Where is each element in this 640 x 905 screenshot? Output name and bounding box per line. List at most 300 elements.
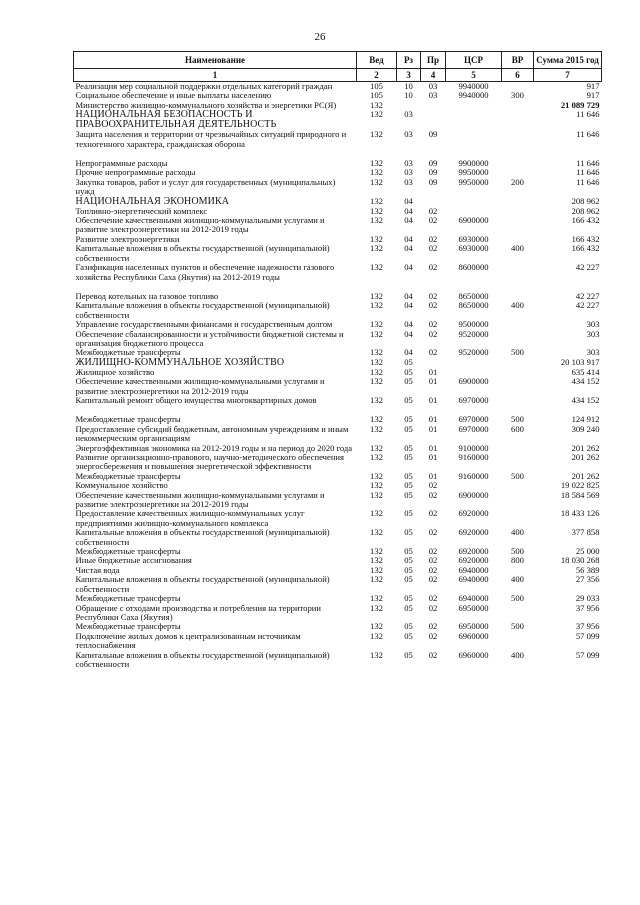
row-vr: 300	[511, 90, 524, 101]
row-ved: 132	[370, 195, 383, 206]
row-name: Защита населения и территории от чрезвычайных ситуаций природного и техногенного характера, гражданская оборона	[75, 129, 347, 149]
row-ved: 132	[370, 546, 383, 557]
row-ved: 132	[370, 630, 383, 641]
row-ved: 132	[370, 158, 383, 169]
row-pr: 01	[428, 414, 438, 425]
row-csr: 6920000	[458, 508, 489, 519]
row-sum: 20 103 917	[560, 356, 600, 367]
row-csr: 6920000	[458, 546, 489, 557]
row-rz: 04	[404, 243, 413, 254]
row-rz: 05	[404, 452, 413, 462]
row-rz: 04	[404, 205, 413, 216]
row-vr	[502, 604, 534, 623]
row-csr: 6930000	[458, 233, 489, 244]
row-ved: 132	[370, 414, 383, 425]
row-pr: 02	[428, 564, 438, 575]
row-rz: 05	[404, 621, 413, 632]
row-pr: 02	[428, 300, 438, 311]
row-ved: 132	[370, 205, 383, 216]
row-vr: 500	[511, 470, 524, 481]
row-pr: 02	[428, 489, 438, 500]
row-rz: 04	[404, 262, 413, 273]
row-ved: 132	[370, 328, 383, 339]
row-ved: 132	[370, 366, 383, 377]
row-pr: 01	[428, 470, 438, 481]
row-ved: 132	[370, 319, 383, 330]
row-ved: 132	[370, 555, 383, 566]
row-name: Межбюджетные трансферты	[75, 593, 181, 604]
row-pr: 02	[428, 602, 438, 613]
row-name: Подключение жилых домов к централизованным источникам теплоснабжения	[75, 630, 301, 651]
column-number: 6	[502, 69, 534, 82]
row-rz: 05	[404, 508, 413, 519]
row-rz: 05	[404, 366, 413, 377]
row-csr: 9160000	[458, 452, 489, 462]
row-csr: 6950000	[458, 621, 489, 632]
table-row	[74, 110, 602, 130]
row-ved: 132	[370, 262, 383, 273]
row-rz: 04	[404, 195, 413, 206]
header-ved: Вед	[357, 52, 397, 69]
row-sum: 42 227	[575, 290, 600, 301]
row-name: Капитальные вложения в объекты государственной (муниципальной) собственности	[75, 574, 330, 594]
row-sum: 25 000	[575, 546, 600, 557]
row-sum: 201 262	[571, 470, 600, 481]
row-sum: 18 433 126	[560, 508, 600, 519]
row-csr	[446, 101, 502, 110]
row-ved: 132	[370, 167, 383, 178]
row-ved: 132	[370, 508, 383, 519]
row-name: Коммунальное хозяйство	[75, 480, 168, 491]
row-vr	[502, 396, 534, 405]
row-rz: 10	[404, 90, 413, 101]
row-sum: 303	[586, 328, 600, 339]
column-number: 2	[357, 69, 397, 82]
row-sum: 19 022 825	[560, 480, 600, 491]
row-sum: 166 432	[571, 233, 600, 244]
row-vr	[502, 216, 534, 235]
row-vr	[502, 453, 534, 472]
row-csr: 6930000	[458, 243, 489, 254]
row-csr: 9940000	[458, 90, 489, 101]
row-csr: 6960000	[458, 649, 489, 660]
table-row	[74, 632, 602, 651]
row-name: Межбюджетные трансферты	[75, 621, 181, 632]
row-vr	[502, 110, 534, 130]
table-row	[74, 528, 602, 547]
row-ved: 132	[370, 356, 383, 367]
row-ved: 132	[370, 593, 383, 604]
row-sum: 201 262	[571, 452, 600, 462]
row-rz: 05	[404, 394, 413, 405]
row-ved: 132	[370, 527, 383, 538]
row-name: Управление государственными финансами и государственным долгом	[75, 319, 333, 330]
table-header	[74, 52, 602, 82]
row-sum: 166 432	[571, 243, 600, 254]
row-pr: 02	[428, 215, 438, 226]
table-row	[74, 330, 602, 349]
row-name: Непрограммные расходы	[75, 158, 168, 169]
row-sum: 11 646	[576, 158, 600, 169]
row-vr: 500	[511, 593, 524, 604]
row-name: Топливно-энергетический комплекс	[75, 205, 208, 216]
row-name: Капитальный ремонт общего имущества многоквартирных домов	[75, 394, 317, 405]
row-rz: 05	[404, 602, 413, 613]
row-vr	[502, 377, 534, 396]
row-vr	[502, 130, 534, 149]
row-pr: 02	[428, 649, 438, 660]
row-name: ЖИЛИЩНО-КОММУНАЛЬНОЕ ХОЗЯЙСТВО	[75, 356, 285, 368]
row-name: Обеспечение качественными жилищно-коммунальными услугами и развитие электроэнергетики на 2012-2019 годы	[75, 215, 325, 235]
row-sum: 57 099	[575, 630, 600, 641]
page-number: 26	[314, 31, 326, 43]
row-pr: 01	[428, 452, 438, 462]
table-row	[74, 130, 602, 149]
row-rz: 05	[404, 489, 413, 500]
row-name: Энергоэффективная экономика на 2012-2019 годы и на период до 2020 года	[75, 442, 353, 453]
table-row	[74, 396, 602, 405]
row-vr	[502, 491, 534, 510]
row-rz: 04	[404, 233, 413, 244]
row-pr: 02	[428, 527, 438, 538]
row-csr: 9950000	[458, 176, 489, 187]
row-sum: 27 356	[575, 574, 600, 585]
row-vr	[502, 632, 534, 651]
row-ved: 132	[370, 290, 383, 301]
column-number: 4	[421, 69, 446, 82]
row-ved: 105	[370, 90, 383, 101]
row-csr: 6920000	[458, 555, 489, 566]
row-rz: 05	[404, 442, 413, 453]
row-pr: 01	[428, 442, 438, 453]
row-sum: 434 152	[571, 376, 600, 387]
row-sum: 18 584 569	[560, 489, 600, 500]
row-pr: 03	[428, 81, 438, 91]
row-vr	[502, 509, 534, 528]
row-sum: 635 414	[571, 366, 600, 377]
row-rz: 05	[404, 564, 413, 575]
row-sum: 11 646	[576, 176, 600, 187]
row-csr: 6970000	[458, 423, 489, 434]
row-csr: 9950000	[458, 167, 489, 178]
header-pr: Пр	[421, 52, 446, 69]
row-sum: 57 099	[575, 649, 600, 660]
row-name: Социальное обеспечение и иные выплаты населению	[75, 90, 272, 101]
row-vr	[502, 320, 534, 329]
row-rz: 03	[404, 167, 413, 178]
row-ved: 132	[370, 452, 383, 462]
row-pr: 01	[428, 394, 438, 405]
row-pr: 02	[428, 262, 438, 273]
row-csr	[446, 358, 502, 368]
header-vr: ВР	[502, 52, 534, 69]
row-csr: 6940000	[458, 593, 489, 604]
row-csr: 6940000	[458, 574, 489, 585]
row-sum: 201 262	[571, 442, 600, 453]
row-name: Развитие электроэнергетики	[75, 233, 180, 244]
row-ved: 132	[370, 129, 383, 140]
row-sum: 29 033	[575, 593, 600, 604]
row-name: Межбюджетные трансферты	[75, 470, 181, 481]
row-name: Межбюджетные трансферты	[75, 347, 181, 358]
row-ved: 132	[370, 602, 383, 613]
row-pr: 02	[428, 574, 438, 585]
row-rz: 03	[404, 176, 413, 187]
row-sum: 377 858	[571, 527, 600, 538]
table-row	[74, 453, 602, 472]
row-sum: 208 962	[571, 205, 600, 216]
row-name: Капитальные вложения в объекты государственной (муниципальной) собственности	[75, 243, 330, 263]
column-number: 5	[446, 69, 502, 82]
row-sum: 124 912	[571, 414, 600, 425]
row-rz: 10	[404, 81, 413, 91]
row-rz: 04	[404, 215, 413, 226]
row-csr	[446, 197, 502, 207]
row-vr: 200	[511, 176, 524, 187]
row-csr: 9100000	[458, 442, 489, 453]
row-ved: 132	[370, 574, 383, 585]
row-name: Обеспечение сбалансированности и устойчивости бюджетной системы и организация бюджетного процесса	[75, 328, 344, 348]
row-vr: 500	[511, 347, 524, 358]
row-rz: 04	[404, 290, 413, 301]
row-pr: 02	[428, 205, 438, 216]
row-rz: 04	[404, 319, 413, 330]
row-ved: 132	[370, 300, 383, 311]
row-ved: 132	[370, 376, 383, 387]
row-name: Обращение с отходами производства и потребления на территории Республики Саха (Якутия)	[75, 602, 321, 622]
row-name: Жилищное хозяйство	[75, 366, 155, 377]
row-pr: 02	[428, 243, 438, 254]
row-pr: 03	[428, 90, 438, 101]
row-sum: 303	[586, 319, 600, 330]
row-sum: 11 646	[576, 167, 600, 178]
row-pr: 01	[428, 423, 438, 434]
row-sum: 917	[586, 81, 600, 91]
row-vr: 400	[511, 574, 524, 585]
row-rz: 04	[404, 347, 413, 358]
row-sum: 166 432	[571, 215, 600, 226]
row-pr: 02	[428, 328, 438, 339]
header-rz: Рз	[397, 52, 421, 69]
table-row	[74, 263, 602, 282]
row-sum: 303	[586, 347, 600, 358]
row-name: Иные бюджетные ассигнования	[75, 555, 192, 566]
row-rz: 05	[404, 470, 413, 481]
row-vr	[502, 159, 534, 168]
row-name: НАЦИОНАЛЬНАЯ БЕЗОПАСНОСТЬ И ПРАВООХРАНИТЕЛЬНАЯ ДЕЯТЕЛЬНОСТЬ	[75, 109, 277, 131]
row-sum: 37 956	[575, 602, 600, 613]
row-vr	[502, 263, 534, 282]
row-rz: 04	[404, 328, 413, 339]
row-name: Межбюджетные трансферты	[75, 414, 181, 425]
table-row	[74, 651, 602, 670]
table-row	[74, 604, 602, 623]
row-vr: 600	[511, 423, 524, 434]
row-name: Закупка товаров, работ и услуг для государственных (муниципальных) нужд	[75, 176, 336, 197]
row-sum: 21 089 729	[560, 99, 600, 110]
table-row	[74, 491, 602, 510]
table-row	[74, 216, 602, 235]
row-csr: 6900000	[458, 376, 489, 387]
table-row	[74, 244, 602, 263]
row-name: Обеспечение качественными жилищно-коммунальными услугами и развитие электроэнергетики на 2012-2019 годы	[75, 376, 325, 396]
column-number: 1	[74, 69, 357, 82]
row-rz: 03	[404, 129, 413, 140]
row-rz: 05	[404, 414, 413, 425]
row-sum: 11 646	[576, 129, 600, 140]
row-name: Реализация мер социальной поддержки отдельных категорий граждан	[75, 81, 333, 91]
row-ved: 132	[370, 109, 383, 120]
row-sum: 56 389	[575, 564, 600, 575]
row-name: Капитальные вложения в объекты государственной (муниципальной) собственности	[75, 300, 330, 320]
row-rz: 05	[404, 546, 413, 557]
row-name: Обеспечение качественными жилищно-коммунальными услугами и развитие электроэнергетики на 2012-2019 годы	[75, 489, 325, 510]
row-ved: 132	[370, 215, 383, 226]
row-vr: 800	[511, 555, 524, 566]
row-ved: 132	[370, 99, 383, 110]
column-number: 7	[534, 69, 602, 82]
row-name: Чистая вода	[75, 564, 120, 575]
row-csr: 6950000	[458, 602, 489, 613]
row-name: Министерство жилищно-коммунального хозяйства и энергетики РС(Я)	[75, 99, 337, 110]
table-row	[74, 377, 602, 396]
row-pr: 02	[428, 480, 438, 491]
row-vr	[502, 481, 534, 490]
row-vr: 400	[511, 527, 524, 538]
row-pr: 09	[428, 167, 438, 178]
row-pr: 02	[428, 347, 438, 358]
row-pr: 02	[428, 546, 438, 557]
row-rz: 05	[404, 356, 413, 367]
row-pr: 02	[428, 630, 438, 641]
row-vr: 500	[511, 414, 524, 425]
row-csr: 6900000	[458, 489, 489, 500]
header-csr: ЦСР	[446, 52, 502, 69]
row-pr: 02	[428, 233, 438, 244]
row-rz: 05	[404, 574, 413, 585]
row-csr: 9160000	[458, 470, 489, 481]
row-ved: 132	[370, 470, 383, 481]
row-vr	[502, 444, 534, 453]
row-sum: 18 030 268	[560, 555, 600, 566]
row-pr	[421, 110, 446, 130]
row-csr: 8650000	[458, 300, 489, 311]
row-ved: 132	[370, 423, 383, 434]
row-vr: 400	[511, 300, 524, 311]
row-csr: 6940000	[458, 564, 489, 575]
row-vr: 400	[511, 649, 524, 660]
row-name: Капитальные вложения в объекты государственной (муниципальной) собственности	[75, 527, 330, 547]
row-name: Капитальные вложения в объекты государственной (муниципальной) собственности	[75, 649, 330, 669]
table-row	[74, 178, 602, 197]
row-vr: 500	[511, 621, 524, 632]
row-ved: 132	[370, 347, 383, 358]
row-csr: 6960000	[458, 630, 489, 641]
row-ved: 132	[370, 442, 383, 453]
row-name: НАЦИОНАЛЬНАЯ ЭКОНОМИКА	[75, 195, 230, 207]
row-ved: 132	[370, 176, 383, 187]
row-rz: 03	[404, 109, 413, 120]
row-pr: 01	[428, 366, 438, 377]
row-csr: 9940000	[458, 81, 489, 91]
row-vr	[502, 197, 534, 207]
row-name: Предоставление качественных жилищно-коммунальных услуг предприятиями жилищно-коммунального комплекса	[75, 508, 305, 528]
column-number-row	[74, 69, 602, 82]
header-name: Наименование	[74, 52, 357, 69]
row-csr: 9900000	[458, 158, 489, 169]
row-csr: 9520000	[458, 328, 489, 339]
table-row	[74, 556, 602, 565]
row-name: Перевод котельных на газовое топливо	[75, 290, 219, 301]
column-number: 3	[397, 69, 421, 82]
row-rz: 05	[404, 649, 413, 660]
row-csr: 8600000	[458, 262, 489, 273]
row-pr: 09	[428, 158, 438, 169]
row-ved: 132	[370, 243, 383, 254]
row-vr	[502, 368, 534, 377]
row-sum: 309 240	[571, 423, 600, 434]
row-ved: 132	[370, 480, 383, 491]
row-ved: 132	[370, 394, 383, 405]
row-vr: 400	[511, 243, 524, 254]
row-rz: 05	[404, 376, 413, 387]
row-rz: 03	[404, 158, 413, 169]
row-pr: 02	[428, 555, 438, 566]
row-pr: 02	[428, 621, 438, 632]
row-name: Межбюджетные трансферты	[75, 546, 181, 557]
row-pr: 02	[428, 508, 438, 519]
row-vr	[502, 330, 534, 349]
row-pr: 02	[428, 593, 438, 604]
row-vr: 500	[511, 546, 524, 557]
row-name: Предоставление субсидий бюджетным, автономным учреждениям и иным некоммерческим организациям	[75, 423, 349, 444]
row-ved: 132	[370, 621, 383, 632]
row-ved: 132	[370, 233, 383, 244]
row-csr	[446, 130, 502, 149]
budget-table	[73, 51, 602, 669]
row-rz: 05	[404, 527, 413, 538]
row-sum: 434 152	[571, 394, 600, 405]
row-csr: 6920000	[458, 527, 489, 538]
table-row	[74, 301, 602, 320]
row-sum: 917	[586, 90, 600, 101]
table-row	[74, 575, 602, 594]
row-ved: 132	[370, 564, 383, 575]
row-rz: 05	[404, 593, 413, 604]
row-vr	[502, 358, 534, 368]
table-body	[74, 82, 602, 670]
row-name: Развитие организационно-правового, научно-методического обеспечения энергосбережения и повышения энергетической эффективности	[75, 452, 344, 472]
row-csr: 6970000	[458, 394, 489, 405]
row-rz: 05	[404, 630, 413, 641]
row-pr: 09	[428, 176, 438, 187]
row-csr: 6970000	[458, 414, 489, 425]
row-name: Прочие непрограммные расходы	[75, 167, 196, 178]
row-sum: 37 956	[575, 621, 600, 632]
row-ved: 132	[370, 649, 383, 660]
table-row	[74, 509, 602, 528]
row-vr	[502, 101, 534, 110]
row-ved: 105	[370, 81, 383, 91]
table-row	[74, 425, 602, 444]
row-pr: 02	[428, 290, 438, 301]
row-sum: 42 227	[575, 262, 600, 273]
row-csr	[446, 110, 502, 130]
row-rz: 05	[404, 423, 413, 434]
row-csr: 6900000	[458, 215, 489, 226]
row-csr: 8650000	[458, 290, 489, 301]
row-pr	[421, 101, 446, 110]
